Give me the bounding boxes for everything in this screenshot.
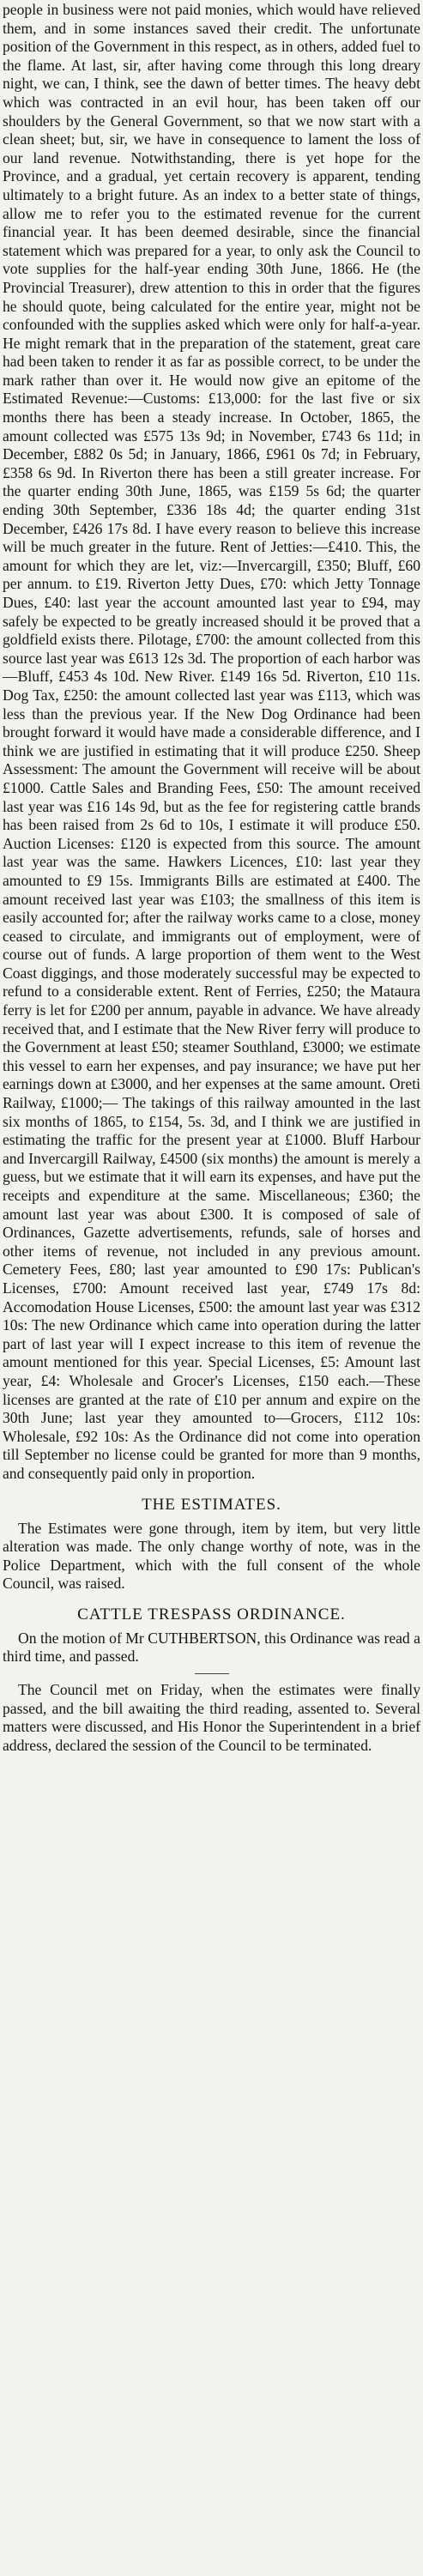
section-heading-cattle-trespass: CATTLE TRESPASS ORDINANCE. [77, 1605, 346, 1624]
closing-paragraph: The Council met on Friday, when the estimates were finally passed, and the bill awaiting the third reading, assented to. Several matters were discussed, and His Honor the Superintendent in a brief address, declared the session of the Council to be terminated. [3, 1681, 420, 1754]
section-divider [195, 1673, 229, 1674]
estimates-paragraph: The Estimates were gone through, item by item, but very little alteration was made. The only change worthy of note, was in the Police Department, which with the full consent of the whole Council, was raised. [3, 1519, 420, 1593]
article-body-paragraph: people in business were not paid monies, which would have relieved them, and in some instances saved their credit. The unfortunate position of the Government in this respect, as in others, added fuel to the flame. At last, sir, after having come through this long dreary night, we can, I think, see the dawn of better times. The heavy debt which was contracted in an evil hour, has been taken off our shoulders by the General Government, so that we now start with a clean sheet; but, sir, we have in consequence to lament the loss of our land revenue. Notwithstanding, there is yet hope for the Province, and a gradual, yet certain recovery is apparent, tending ultimately to a bright future. As an index to a better state of things, allow me to refer you to the estimated revenue for the current financial year. It has been deemed desirable, since the financial statement which was prepared for a year, to only ask the Council to vote supplies for the half-year ending 30th June, 1866. He (the Provincial Treasurer), drew attention to this in order that the figures he should quote, being calculated for the entire year, might not be confounded with the supplies asked which were only for half-a-year. He might remark that in the preparation of the statement, great care had been taken to render it as far as possible correct, to be under the mark rather than over it. He would now give an epitome of the Estimated Revenue:—Customs: £13,000: for the last five or six months there has been a steady increase. In October, 1865, the amount collected was £575 13s 9d; in November, £743 6s 11d; in December, £882 0s 5d; in January, 1866, £961 0s 7d; in February, £358 6s 9d. In Riverton there has been a still greater increase. For the quarter ending 30th June, 1865, was £159 5s 6d; the quarter ending 30th September, £336 18s 4d; the quarter ending 31st December, £426 17s 8d. I have every reason to believe this increase will be much greater in the future. Rent of Jetties:—£410. This, the amount for which they are let, viz:—Invercargill, £350; Bluff, £60 per annum. to £19. Riverton Jetty Dues, £70: which Jetty Tonnage Dues, £40: last year the account amounted last year to £94, may safely be expected to be greatly increased should it be proved that a goldfield exists there. Pilotage, £700: the amount collected from this source last year was £613 12s 3d. The proportion of each harbor was—Bluff, £453 4s 10d. New River. £149 16s 5d. Riverton, £10 11s. Dog Tax, £250: the amount collected last year was £113, which was less than the previous year. If the New Dog Ordinance had been brought forward it would have made a considerable difference, and I think we are justified in estimating that it will produce £250. Sheep Assessment: The amount the Government will receive will be about £1000. Cattle Sales and Branding Fees, £50: The amount received last year was £16 14s 9d, but as the fee for registering cattle brands has been raised from 2s 6d to 10s, I estimate it will produce £50. Auction Licenses: £120 is expected from this source. The amount last year was the same. Hawkers Licences, £10: last year they amounted to £9 15s. Immigrants Bills are estimated at £400. The amount received last year was £103; the smallness of this item is easily accounted for; after the railway works came to a close, money ceased to circulate, and immigrants out of employment, were of course out of funds. A large proportion of them went to the West Coast diggings, and those moderately successful may be expected to refund to a considerable extent. Rent of Ferries, £250; the Mataura ferry is let for £200 per annum, payable in advance. We have already received that, and I estimate that the New River ferry will produce to the Government at least £50; steamer Southland, £3000; we estimate this vessel to earn her expenses, and pay insurance; we have put her earnings down at £3000, and her expenses at the same amount. Oreti Railway, £1000;— The takings of this railway amounted in the last six months of 1865, to £154, 5s. 3d, and I think we are justified in estimating the traffic for the present year at £1000. Bluff Harbour and Invercargill Railway, £4500 (six months) the amount is merely a guess, but we estimate that it will earn its expenses, and have put the receipts and expenditure at the same. Miscellaneous; £360; the amount last year was about £300. It is composed of sale of Ordinances, Gazette advertisements, refunds, sale of horses and other items of revenue, not included in any previous amount. Cemetery Fees, £80; last year amounted to £90 17s: Publican's Licenses, £700: Amount received last year, £749 17s 8d: Accomodation House Licenses, £500: the amount last year was £312 10s: The new Ordinance which came into operation during the latter part of last year will I expect increase to this item of revenue the amount mentioned for this year. Special Licenses, £5: Amount last year, £4: Wholesale and Grocer's Licenses, £150 each.—These licenses are granted at the rate of £10 per annum and expire on the 30th June; last year they amounted to—Grocers, £112 10s: Wholesale, £92 10s: As the Ordinance did not come into operation till September no license could be granted for more than 9 months, and consequently paid only in proportion. [3, 1, 420, 1482]
section-heading-estimates: THE ESTIMATES. [142, 1495, 281, 1514]
cattle-trespass-paragraph: On the motion of Mr CUTHBERTSON, this Ordinance was read a third time, and passed. [3, 1629, 420, 1666]
